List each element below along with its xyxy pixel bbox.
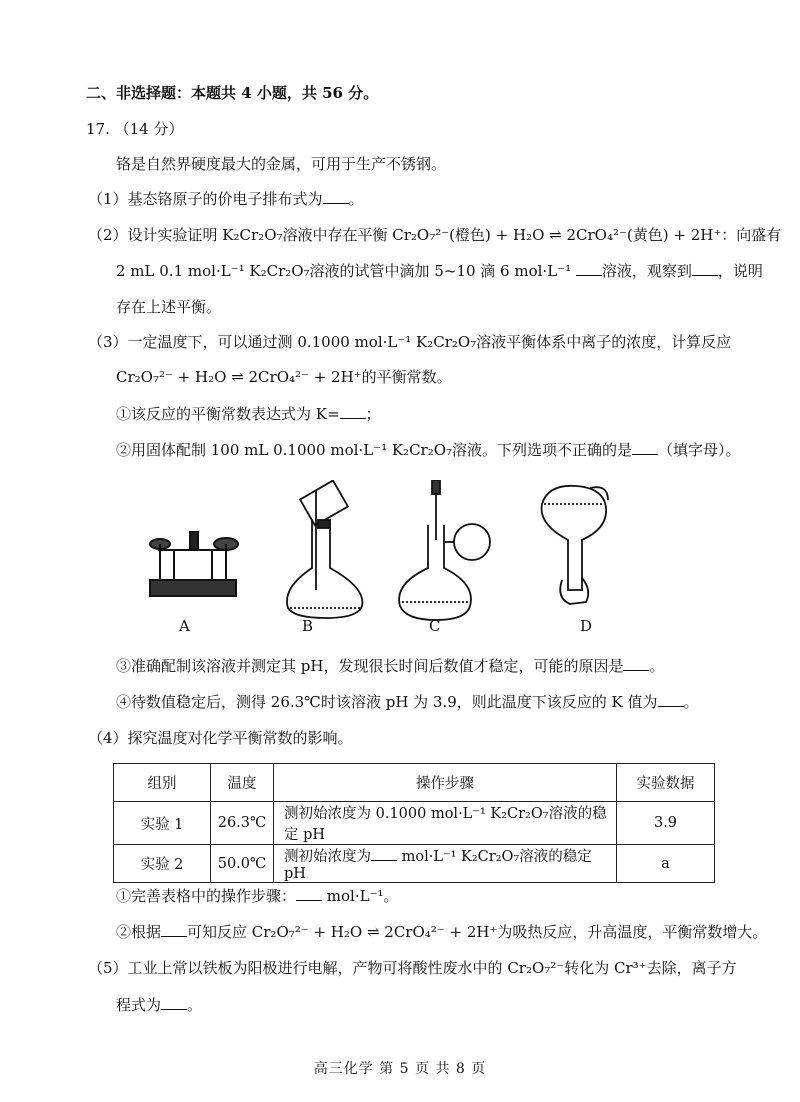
answer-blank[interactable] [632,440,658,455]
part-3-line-1: （3）一定温度下，可以通过测 0.1000 mol·L⁻¹ K₂Cr₂O₇溶液平衡体系中离子的浓度，计算反应 [88,333,732,351]
figure-label-a: A [179,617,190,635]
answer-blank[interactable] [340,404,366,419]
part-4-sub-2 [116,921,767,943]
part-5-text: 程式为 [116,996,162,1014]
cell-data: 3.9 [617,802,715,845]
inverted-flask-figure [542,486,608,604]
cell-steps [274,845,617,883]
cell-temp: 50.0℃ [211,845,274,883]
part-3-line-2: Cr₂O₇²⁻ + H₂O ⇌ 2CrO₄²⁻ + 2H⁺的平衡常数。 [116,368,452,386]
cell-steps-suffix: mol·L⁻¹ K₂Cr₂O₇溶液的稳定 pH [284,849,592,882]
question-number: 17. [86,120,110,138]
answer-blank[interactable] [161,922,187,937]
part-4: （4）探究温度对化学平衡常数的影响。 [88,729,353,747]
question-points: （14 分） [114,120,184,138]
cell-group: 实验 2 [114,845,211,883]
p4-sub-2-text-a: ②根据 [116,923,162,941]
cell-steps-prefix: 测初始浓度为 [284,849,371,865]
answer-blank[interactable] [658,692,684,707]
sub-4-text: ④待数值稳定后，测得 26.3℃时该溶液 pH 为 3.9，则此温度下该反应的 K 值为 [116,693,658,711]
part-5-end: 。 [187,996,203,1014]
header-group: 组别 [114,764,211,802]
sub-4-end: 。 [683,693,699,711]
part-2-text-a: 2 mL 0.1 mol·L⁻¹ K₂Cr₂O₇溶液的试管中滴加 5~10 滴 6 mol·L⁻¹ [116,262,572,280]
cell-group: 实验 1 [114,802,211,845]
part-3-sub-1 [116,403,381,425]
answer-blank[interactable] [576,261,602,276]
sub-3-text: ③准确配制该溶液并测定其 pH，发现很长时间后数值才稳定，可能的原因是 [116,657,624,675]
part-2-line-3: 存在上述平衡。 [116,298,222,316]
answer-blank[interactable] [323,189,349,204]
part-3-sub-2 [116,439,741,461]
part-3-sub-3 [116,655,664,677]
part-2-text-b: 溶液，观察到 [601,262,692,280]
page-footer: 高三化学 第 5 页 共 8 页 [313,1061,487,1077]
part-2-text-c: ，说明 [717,262,763,280]
answer-blank[interactable] [623,656,649,671]
part-3-sub-4 [116,691,699,713]
part-1-end: 。 [348,190,364,208]
part-5-line-2 [116,994,202,1016]
figure-label-b: B [302,617,314,635]
table-row [114,802,715,845]
p4-sub-1-text: ①完善表格中的操作步骤： [116,887,297,905]
sub-3-end: 。 [649,657,665,675]
cell-steps: 测初始浓度为 0.1000 mol·L⁻¹ K₂Cr₂O₇溶液的稳定 pH [274,802,617,845]
cell-data: a [617,845,715,883]
sub-1-end: ； [365,405,381,423]
question-header [86,118,184,140]
header-data: 实验数据 [617,764,715,802]
header-steps: 操作步骤 [274,764,617,802]
sub-1-text: ①该反应的平衡常数表达式为 K= [116,405,340,423]
apparatus-figures [130,480,650,640]
balance-figure [150,532,238,596]
table-row [114,845,715,883]
cell-temp: 26.3℃ [211,802,274,845]
answer-blank[interactable] [296,886,322,901]
question-intro: 铬是自然界硬度最大的金属，可用于生产不锈钢。 [116,155,447,173]
figure-label-c: C [429,617,441,635]
sub-2-text: ②用固体配制 100 mL 0.1000 mol·L⁻¹ K₂Cr₂O₇溶液。下列选项不正确的是 [116,441,633,459]
experiment-table [113,763,715,883]
part-2-line-2 [116,260,763,282]
part-1-text: （1）基态铬原子的价电子排布式为 [88,190,323,208]
answer-blank[interactable] [692,261,718,276]
p4-sub-1-end: mol·L⁻¹。 [326,887,399,905]
figure-label-d: D [580,617,593,635]
dropper-flask-figure [399,480,490,620]
header-temp: 温度 [211,764,274,802]
part-1 [88,188,364,210]
answer-blank[interactable] [371,846,397,861]
part-5-line-1: （5）工业上常以铁板为阳极进行电解，产物可将酸性废水中的 Cr₂O₇²⁻转化为 Cr³⁺去除，离子方 [88,959,737,977]
part-4-sub-1 [116,885,399,907]
sub-2-end: （填字母）。 [658,441,741,459]
volumetric-flask-figure [287,481,362,618]
part-2-line-1: （2）设计实验证明 K₂Cr₂O₇溶液中存在平衡 Cr₂O₇²⁻(橙色) + H₂O ⇌ 2CrO₄²⁻(黄色) + 2H⁺：向盛有 [88,226,782,244]
table-header-row [114,764,715,802]
p4-sub-2-text-b: 可知反应 Cr₂O₇²⁻ + H₂O ⇌ 2CrO₄²⁻ + 2H⁺为吸热反应，升高温度，平衡常数增大。 [187,923,768,941]
answer-blank[interactable] [161,995,187,1010]
section-heading: 二、非选择题：本题共 4 小题，共 56 分。 [86,84,379,102]
